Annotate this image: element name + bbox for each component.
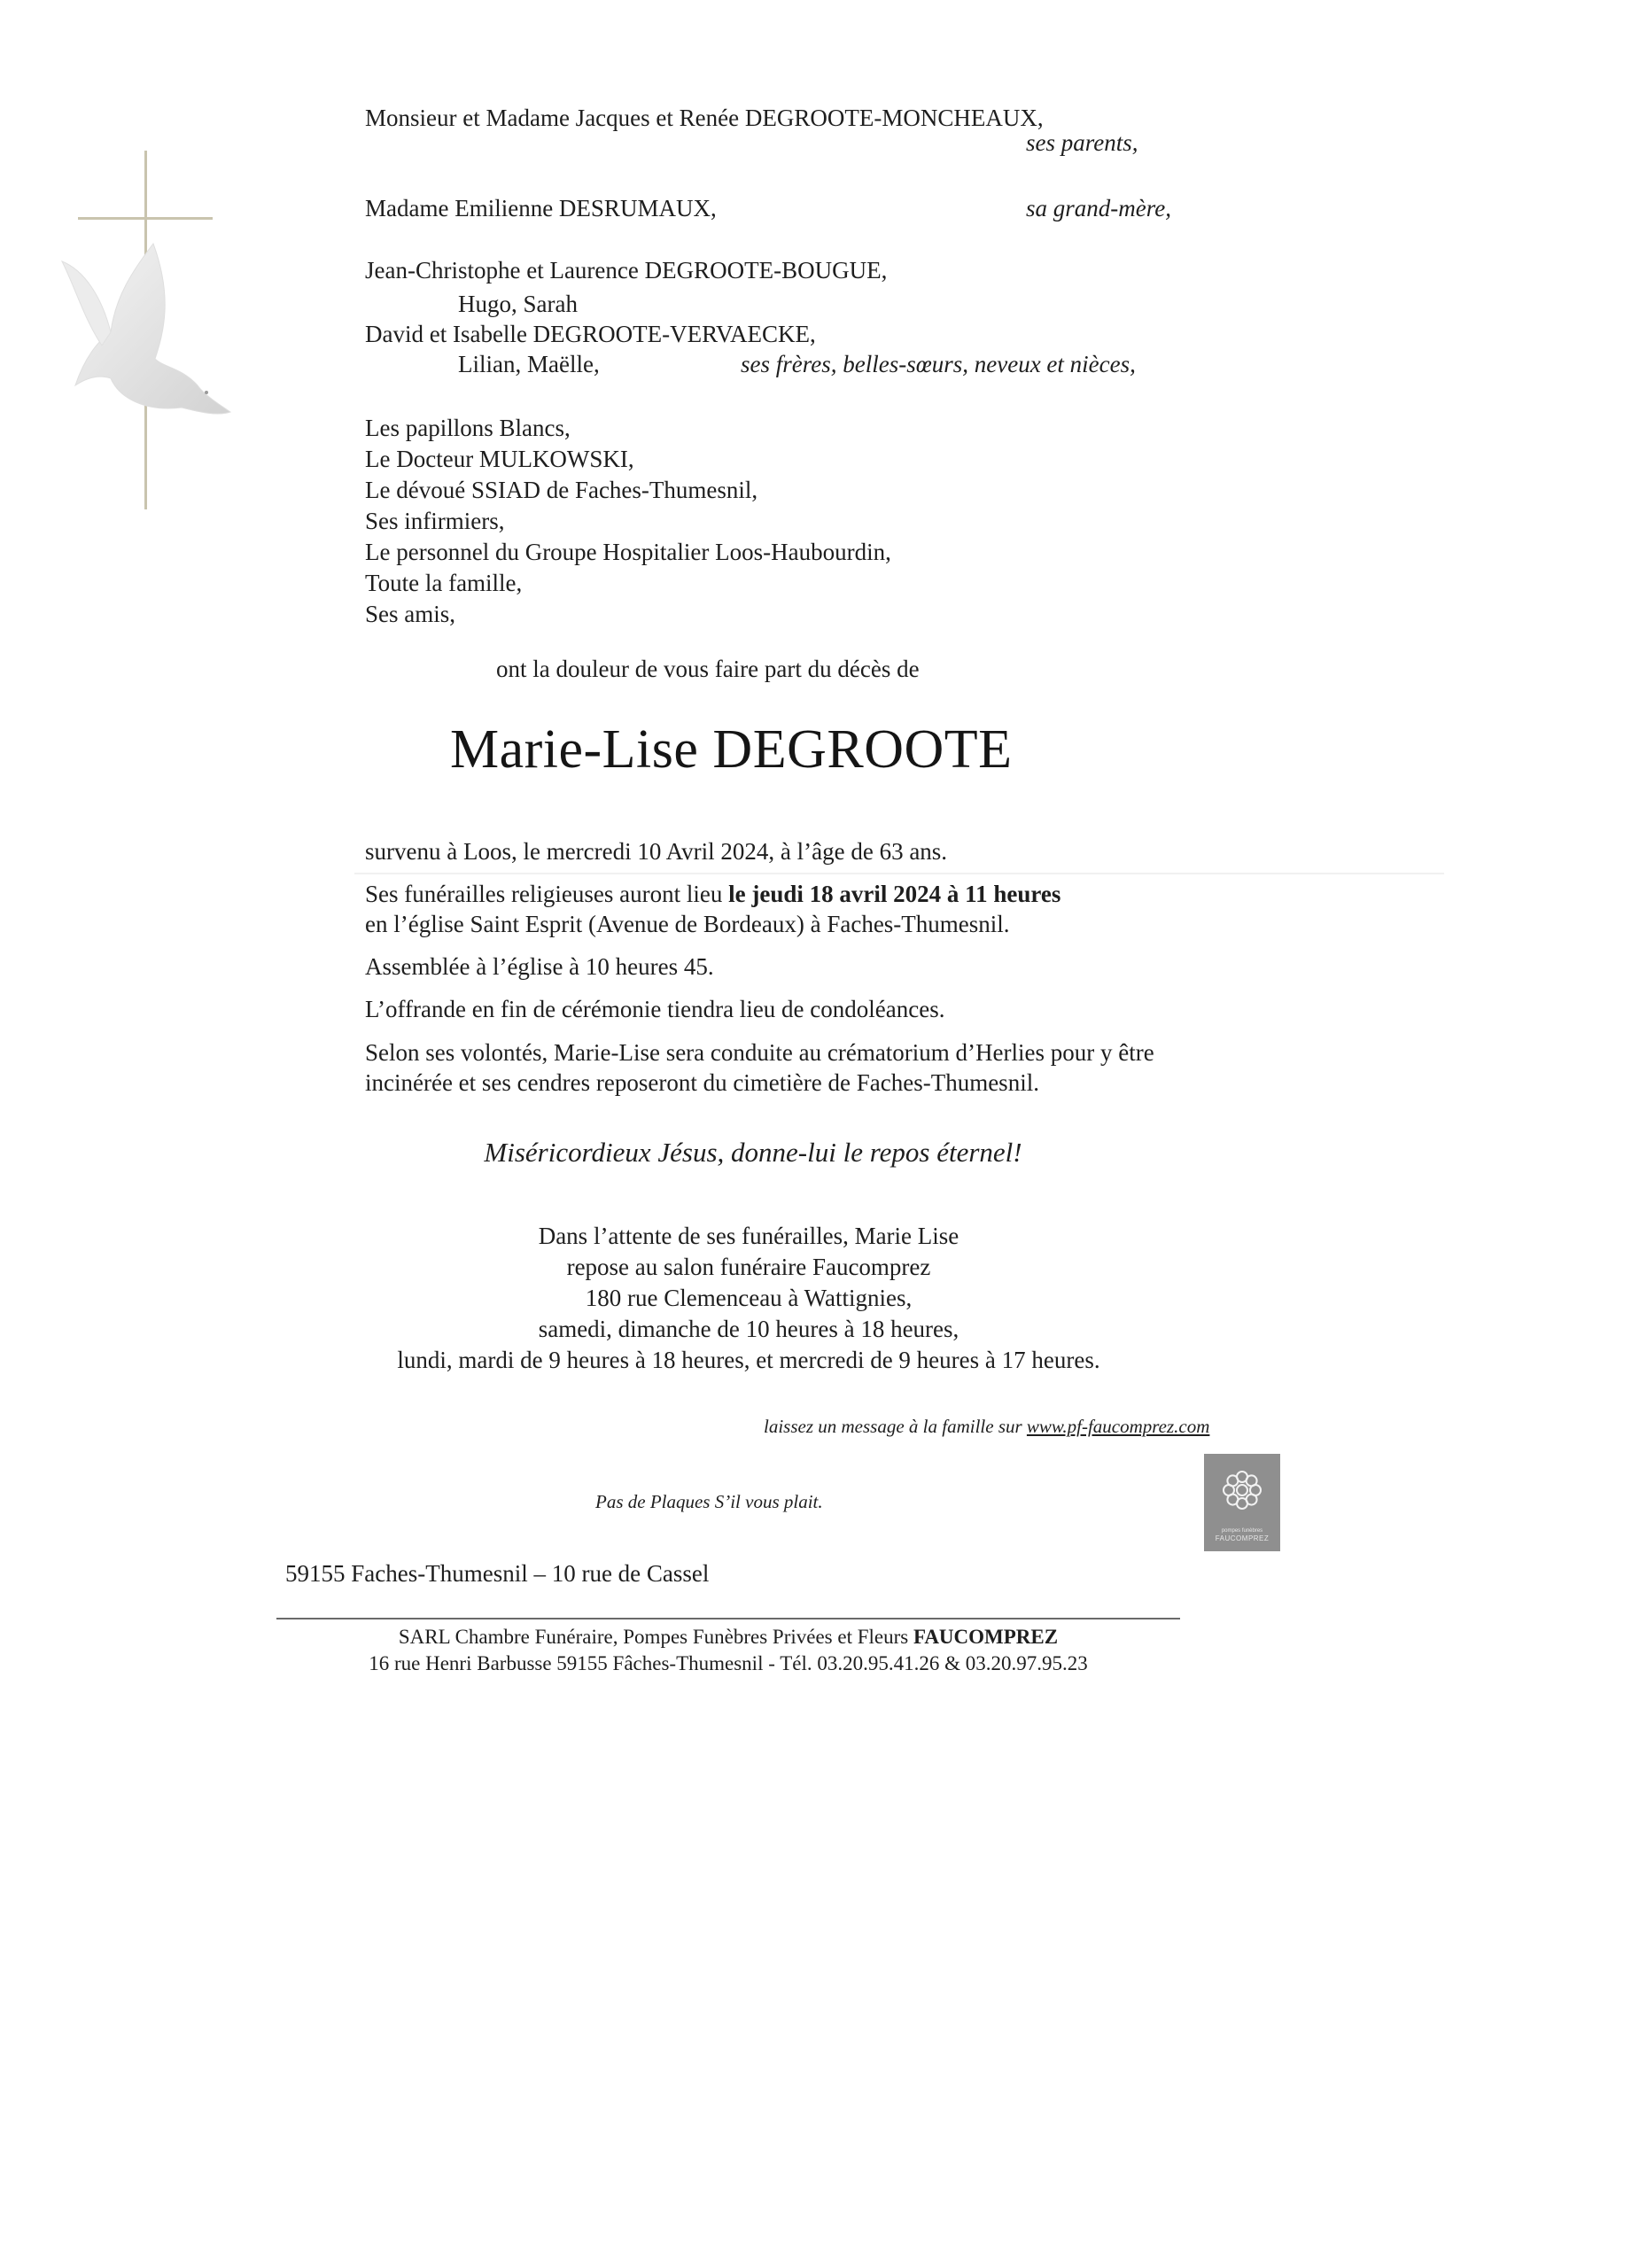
grandmother-role: sa grand-mère, (1026, 195, 1171, 221)
footer-line-1 (276, 1627, 1180, 1647)
logo-brand: FAUCOMPREZ (1215, 1534, 1270, 1543)
others-item: Ses amis, (365, 601, 456, 627)
sibling-1-children: Hugo, Sarah (458, 291, 578, 317)
funeral-date-time: le jeudi 18 avril 2024 à 11 heures (728, 881, 1061, 907)
others-item: Le dévoué SSIAD de Faches-Thumesnil, (365, 477, 758, 503)
wishes-line-2: incinérée et ses cendres reposeront du cimetière de Faches-Thumesnil. (365, 1069, 1039, 1096)
parents-role: ses parents, (1026, 129, 1138, 156)
footer-company-brand: FAUCOMPREZ (913, 1626, 1059, 1648)
dove-icon (49, 235, 235, 439)
logo-text (1209, 1528, 1275, 1543)
address: 59155 Faches-Thumesnil – 10 rue de Cassel (285, 1560, 710, 1587)
website-link[interactable]: www.pf-faucomprez.com (1026, 1416, 1210, 1437)
footer-company-text: SARL Chambre Funéraire, Pompes Funèbres Privées et Fleurs (398, 1626, 913, 1648)
faucomprez-logo (1204, 1454, 1280, 1551)
footer-line-2: 16 rue Henri Barbusse 59155 Fâches-Thumesnil - Tél. 03.20.95.41.26 & 03.20.97.95.23 (369, 1652, 1088, 1674)
others-item: Le personnel du Groupe Hospitalier Loos-Haubourdin, (365, 539, 891, 565)
wishes-line-1: Selon ses volontés, Marie-Lise sera conduite au crématorium d’Herlies pour y être (365, 1039, 1154, 1066)
visitation-line: repose au salon funéraire Faucomprez (566, 1254, 931, 1280)
sibling-2: David et Isabelle DEGROOTE-VERVAECKE, (365, 321, 816, 347)
cross-horizontal-bar (78, 217, 213, 220)
funeral-line-1 (365, 882, 1060, 906)
sibling-2-children: Lilian, Maëlle, (458, 351, 600, 377)
siblings-role: ses frères, belles-sœurs, neveux et nièces, (741, 351, 1136, 377)
no-plaques: Pas de Plaques S’il vous plait. (595, 1491, 823, 1512)
assembly-line: Assemblée à l’église à 10 heures 45. (365, 953, 714, 980)
funeral-line-2: en l’église Saint Esprit (Avenue de Bordeaux) à Faches-Thumesnil. (365, 911, 1010, 937)
others-item: Les papillons Blancs, (365, 415, 571, 441)
scan-artifact-line (354, 873, 1444, 874)
parents-names: Monsieur et Madame Jacques et Renée DEGROOTE-MONCHEAUX, (365, 105, 1044, 131)
visitation-line: Dans l’attente de ses funérailles, Marie Lise (538, 1223, 959, 1249)
offering-line: L’offrande en fin de cérémonie tiendra lieu de condoléances. (365, 996, 945, 1022)
death-line: survenu à Loos, le mercredi 10 Avril 2024, à l’âge de 63 ans. (365, 838, 948, 865)
sibling-1: Jean-Christophe et Laurence DEGROOTE-BOUGUE, (365, 257, 888, 284)
deceased-name: Marie-Lise DEGROOTE (450, 719, 1013, 780)
visitation-line: samedi, dimanche de 10 heures à 18 heures, (538, 1316, 959, 1342)
prayer: Miséricordieux Jésus, donne-lui le repos éternel! (484, 1137, 1022, 1168)
message-text: laissez un message à la famille sur (764, 1416, 1027, 1437)
visitation-line: 180 rue Clemenceau à Wattignies, (585, 1285, 913, 1311)
announcement: ont la douleur de vous faire part du décès de (496, 656, 920, 682)
logo-small-text: pompes funèbres (1221, 1528, 1263, 1534)
funeral-line-1-text: Ses funérailles religieuses auront lieu (365, 881, 729, 907)
grandmother-name: Madame Emilienne DESRUMAUX, (365, 195, 717, 221)
others-item: Le Docteur MULKOWSKI, (365, 446, 634, 472)
others-item: Toute la famille, (365, 570, 523, 596)
others-item: Ses infirmiers, (365, 508, 505, 534)
message-line (764, 1418, 1209, 1436)
footer-rule (276, 1618, 1180, 1619)
visitation-line: lundi, mardi de 9 heures à 18 heures, et mercredi de 9 heures à 17 heures. (397, 1347, 1100, 1373)
flower-icon (1218, 1466, 1266, 1514)
